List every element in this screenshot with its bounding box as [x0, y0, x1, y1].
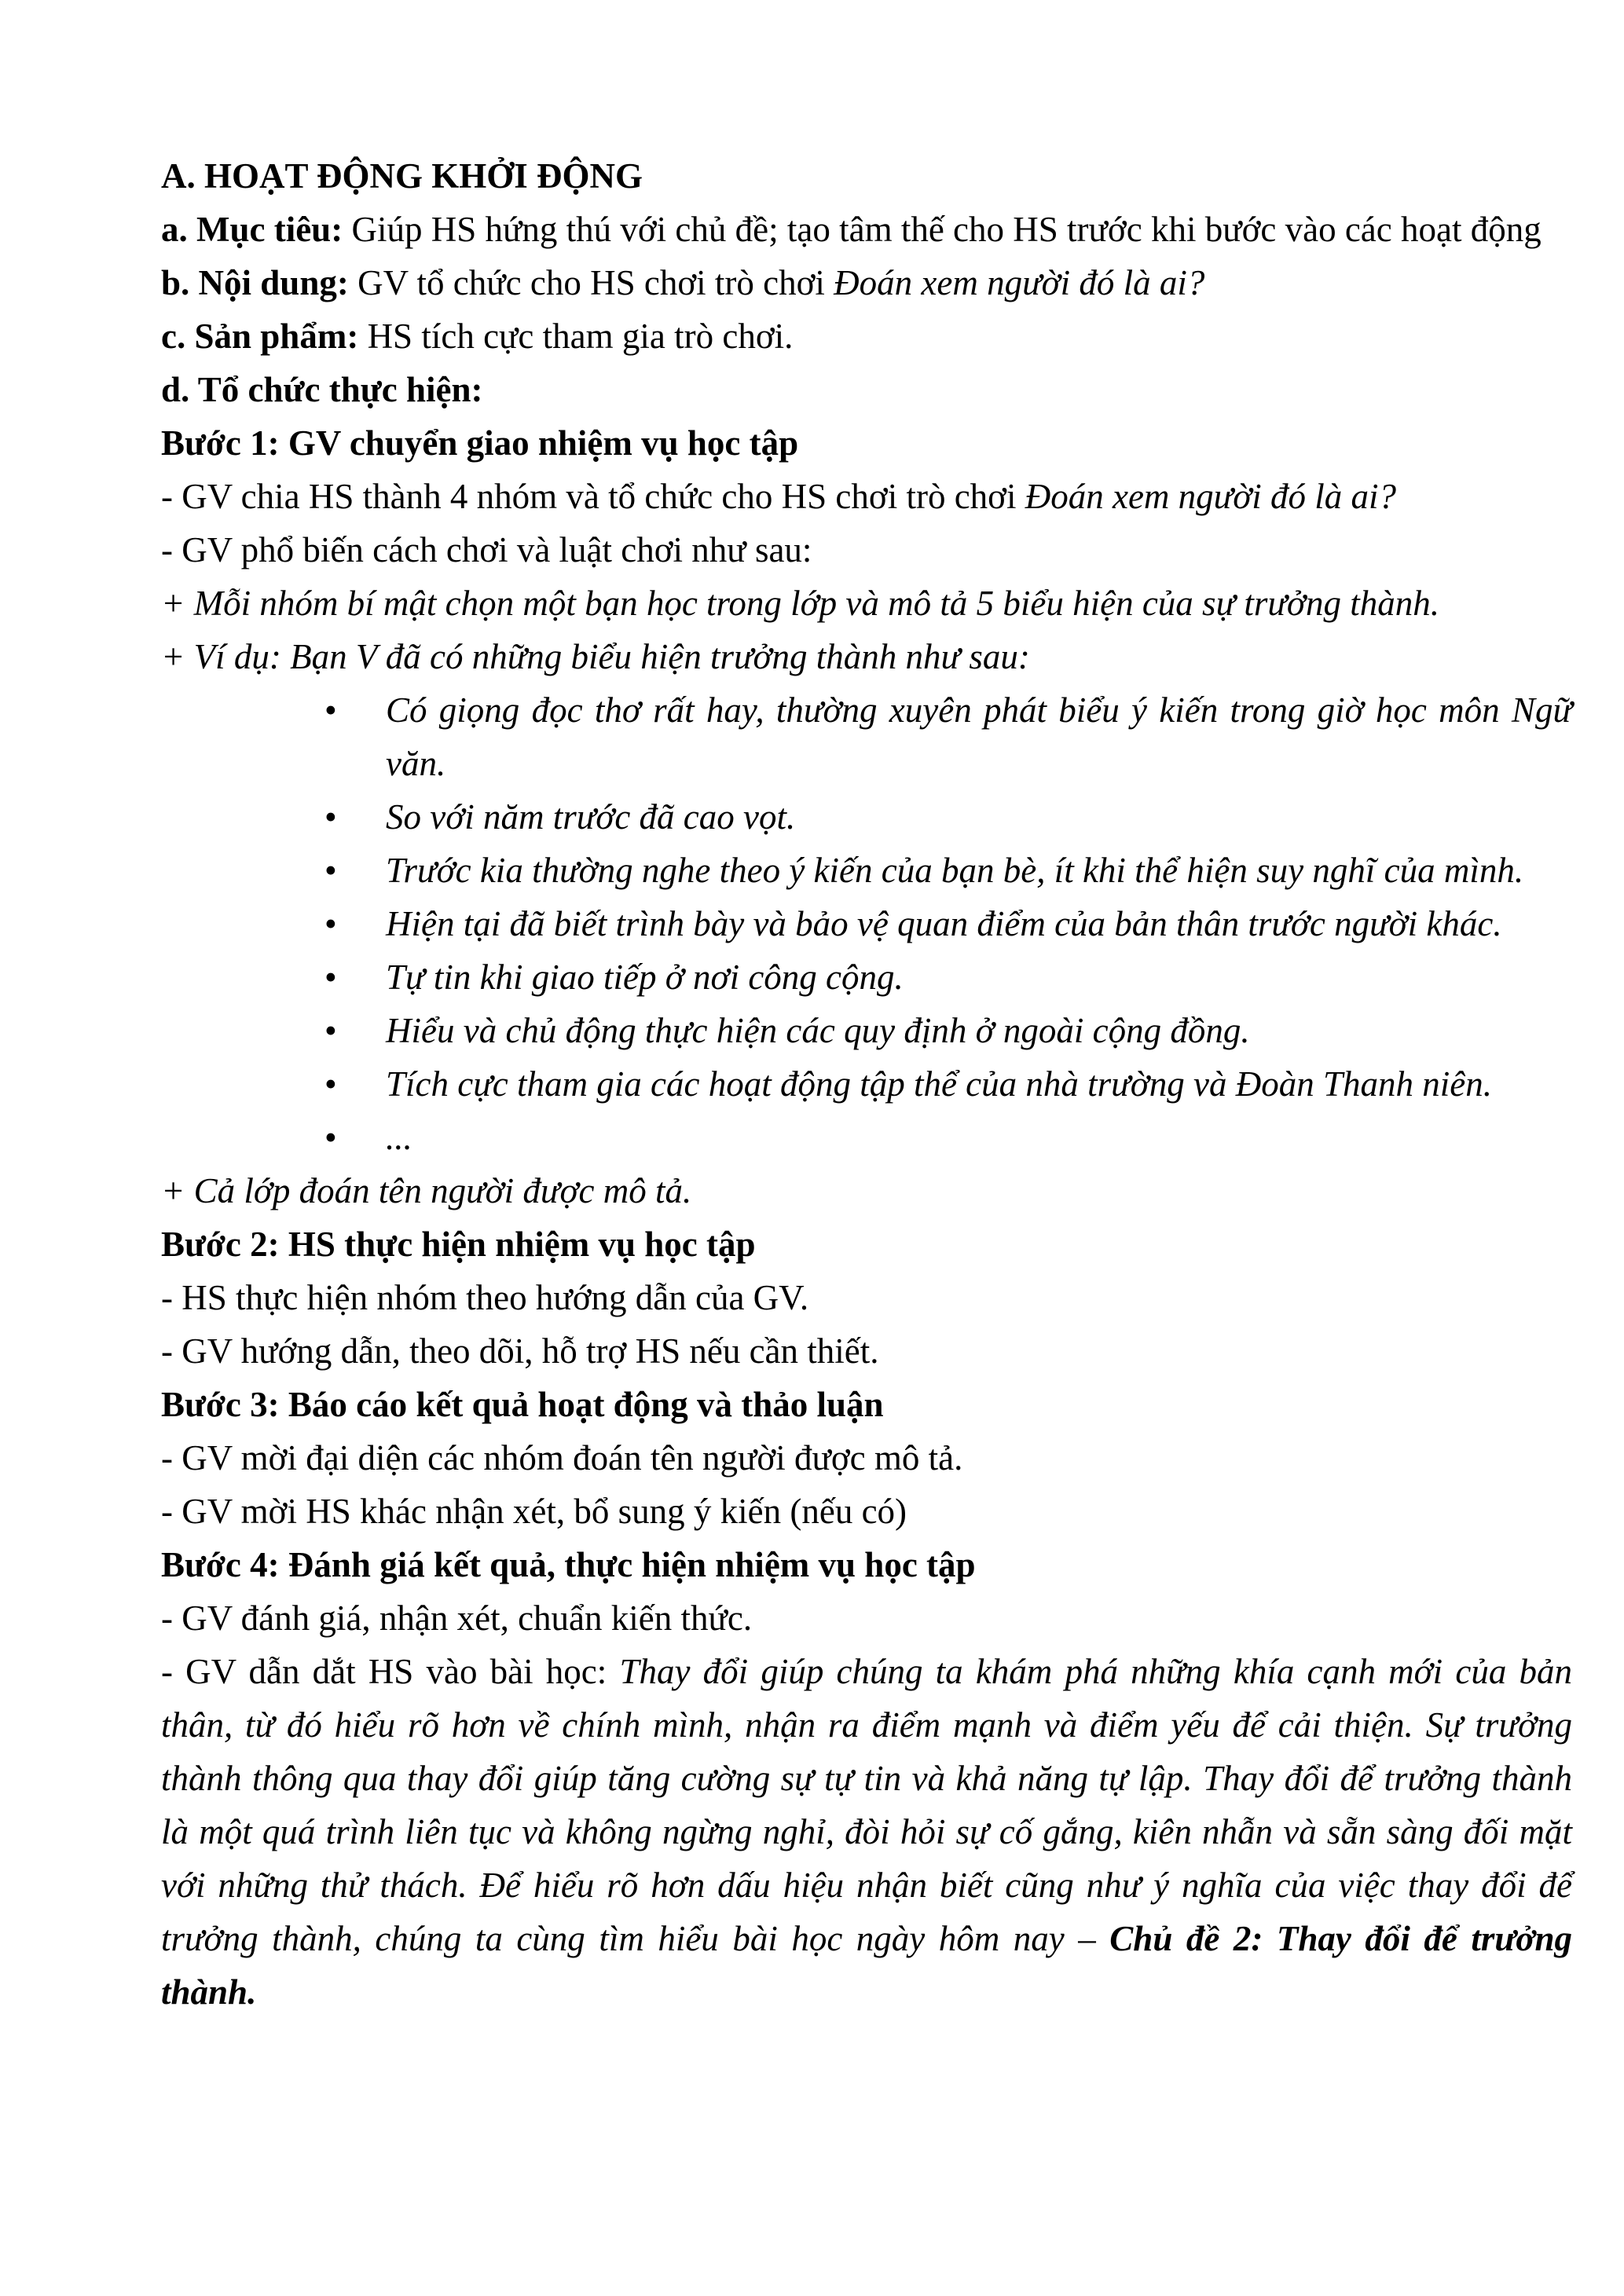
bullet-marker-icon: •: [324, 797, 337, 837]
text-run: Bước 1: GV chuyển giao nhiệm vụ học tập: [161, 423, 799, 463]
text-run: ...: [386, 1118, 412, 1157]
step2-item-1: [161, 1271, 1572, 1324]
text-run: + Mỗi nhóm bí mật chọn một bạn học trong lớp và mô tả 5 biểu hiện của sự trưởng thành.: [161, 584, 1439, 623]
document-body: [161, 149, 1572, 2019]
text-run: - GV đánh giá, nhận xét, chuẩn kiến thức.: [161, 1598, 753, 1638]
text-run: - GV hướng dẫn, theo dõi, hỗ trợ HS nếu cần thiết.: [161, 1331, 879, 1371]
rule-item-1: [161, 577, 1572, 630]
text-run: c. Sản phẩm:: [161, 317, 368, 356]
text-run: - GV chia HS thành 4 nhóm và tổ chức cho HS chơi trò chơi: [161, 477, 1025, 516]
rule-item-3: [161, 1164, 1572, 1218]
example-bullet-3: [161, 844, 1572, 897]
bullet-marker-icon: •: [324, 958, 337, 997]
text-run: Tự tin khi giao tiếp ở nơi công cộng.: [386, 958, 904, 997]
step3-item-1: [161, 1431, 1572, 1485]
text-run: - GV mời HS khác nhận xét, bổ sung ý kiến (nếu có): [161, 1492, 907, 1531]
text-run: - GV phổ biến cách chơi và luật chơi như sau:: [161, 530, 812, 569]
bullet-marker-icon: •: [324, 690, 337, 730]
text-run: Bước 2: HS thực hiện nhiệm vụ học tập: [161, 1225, 756, 1264]
text-run: + Cả lớp đoán tên người được mô tả.: [161, 1171, 692, 1210]
rule-item-2: [161, 630, 1572, 683]
text-run: GV tổ chức cho HS chơi trò chơi: [357, 263, 834, 302]
san-pham-paragraph: [161, 309, 1572, 363]
step1-heading: [161, 416, 1572, 470]
example-bullet-1: [161, 683, 1572, 790]
text-run: A. HOẠT ĐỘNG KHỞI ĐỘNG: [161, 156, 643, 196]
example-bullet-6: [161, 1004, 1572, 1057]
bullet-marker-icon: •: [324, 1064, 337, 1104]
step4-item-1: [161, 1591, 1572, 1645]
text-run: Đoán xem người đó là ai?: [1025, 477, 1396, 516]
bullet-marker-icon: •: [324, 1118, 337, 1157]
text-run: d. Tổ chức thực hiện:: [161, 370, 483, 409]
step3-heading: [161, 1378, 1572, 1431]
text-run: Giúp HS hứng thú với chủ đề; tạo tâm thế cho HS trước khi bước vào các hoạt động: [351, 210, 1542, 249]
text-run: + Ví dụ: Bạn V đã có những biểu hiện trưởng thành như sau:: [161, 637, 1030, 676]
text-run: HS tích cực tham gia trò chơi.: [367, 317, 794, 356]
text-run: Bước 4: Đánh giá kết quả, thực hiện nhiệm vụ học tập: [161, 1545, 976, 1584]
step4-item-2: [161, 1645, 1572, 2019]
text-run: Trước kia thường nghe theo ý kiến của bạn bè, ít khi thể hiện suy nghĩ của mình.: [386, 851, 1524, 890]
example-bullet-8: [161, 1111, 1572, 1164]
text-run: So với năm trước đã cao vọt.: [386, 797, 796, 837]
text-run: - GV dẫn dắt HS vào bài học:: [161, 1652, 620, 1691]
bullet-marker-icon: •: [324, 904, 337, 943]
text-run: - GV mời đại diện các nhóm đoán tên người được mô tả.: [161, 1438, 963, 1478]
bullet-marker-icon: •: [324, 851, 337, 890]
muc-tieu-paragraph: [161, 203, 1572, 256]
example-bullet-2: [161, 790, 1572, 844]
example-bullet-7: [161, 1057, 1572, 1111]
text-run: Tích cực tham gia các hoạt động tập thể của nhà trường và Đoàn Thanh niên.: [386, 1064, 1492, 1104]
step2-heading: [161, 1218, 1572, 1271]
step1-item-1: [161, 470, 1572, 523]
text-run: a. Mục tiêu:: [161, 210, 352, 249]
text-run: Đoán xem người đó là ai?: [834, 263, 1205, 302]
text-run: Thay đổi giúp chúng ta khám phá những khía cạnh mới của bản thân, từ đó hiểu rõ hơn về chính mình, nhận ra điểm mạnh và điểm yếu để cải thiện. Sự trưởng thành thông qua thay đổi giúp tăng cường sự tự tin và khả năng tự lập. Thay đổi để trưởng thành là một quá trình liên tục và không ngừng nghỉ, đòi hỏi sự cố gắng, kiên nhẫn và sẵn sàng đối mặt với những thử thách. Để hiểu rõ hơn dấu hiệu nhận biết cũng như ý nghĩa của việc thay đổi để trưởng thành, chúng ta cùng tìm hiểu bài học ngày hôm nay –: [161, 1652, 1572, 1958]
section-heading: [161, 149, 1572, 203]
example-bullet-4: [161, 897, 1572, 950]
bullet-marker-icon: •: [324, 1011, 337, 1050]
step2-item-2: [161, 1324, 1572, 1378]
text-run: - HS thực hiện nhóm theo hướng dẫn của GV.: [161, 1278, 809, 1317]
step3-item-2: [161, 1485, 1572, 1538]
text-run: Hiện tại đã biết trình bày và bảo vệ quan điểm của bản thân trước người khác.: [386, 904, 1502, 943]
text-run: Bước 3: Báo cáo kết quả hoạt động và thảo luận: [161, 1385, 884, 1424]
to-chuc-paragraph: [161, 363, 1572, 416]
text-run: Có giọng đọc thơ rất hay, thường xuyên phát biểu ý kiến trong giờ học môn Ngữ văn.: [386, 690, 1572, 783]
text-run: b. Nội dung:: [161, 263, 358, 302]
noi-dung-paragraph: [161, 256, 1572, 309]
step4-heading: [161, 1538, 1572, 1591]
text-run: Hiểu và chủ động thực hiện các quy định ở ngoài cộng đồng.: [386, 1011, 1250, 1050]
step1-item-2: [161, 523, 1572, 577]
text-run: Chủ đề 2: Thay đổi để trưởng thành.: [161, 1919, 1572, 2012]
example-bullet-5: [161, 950, 1572, 1004]
